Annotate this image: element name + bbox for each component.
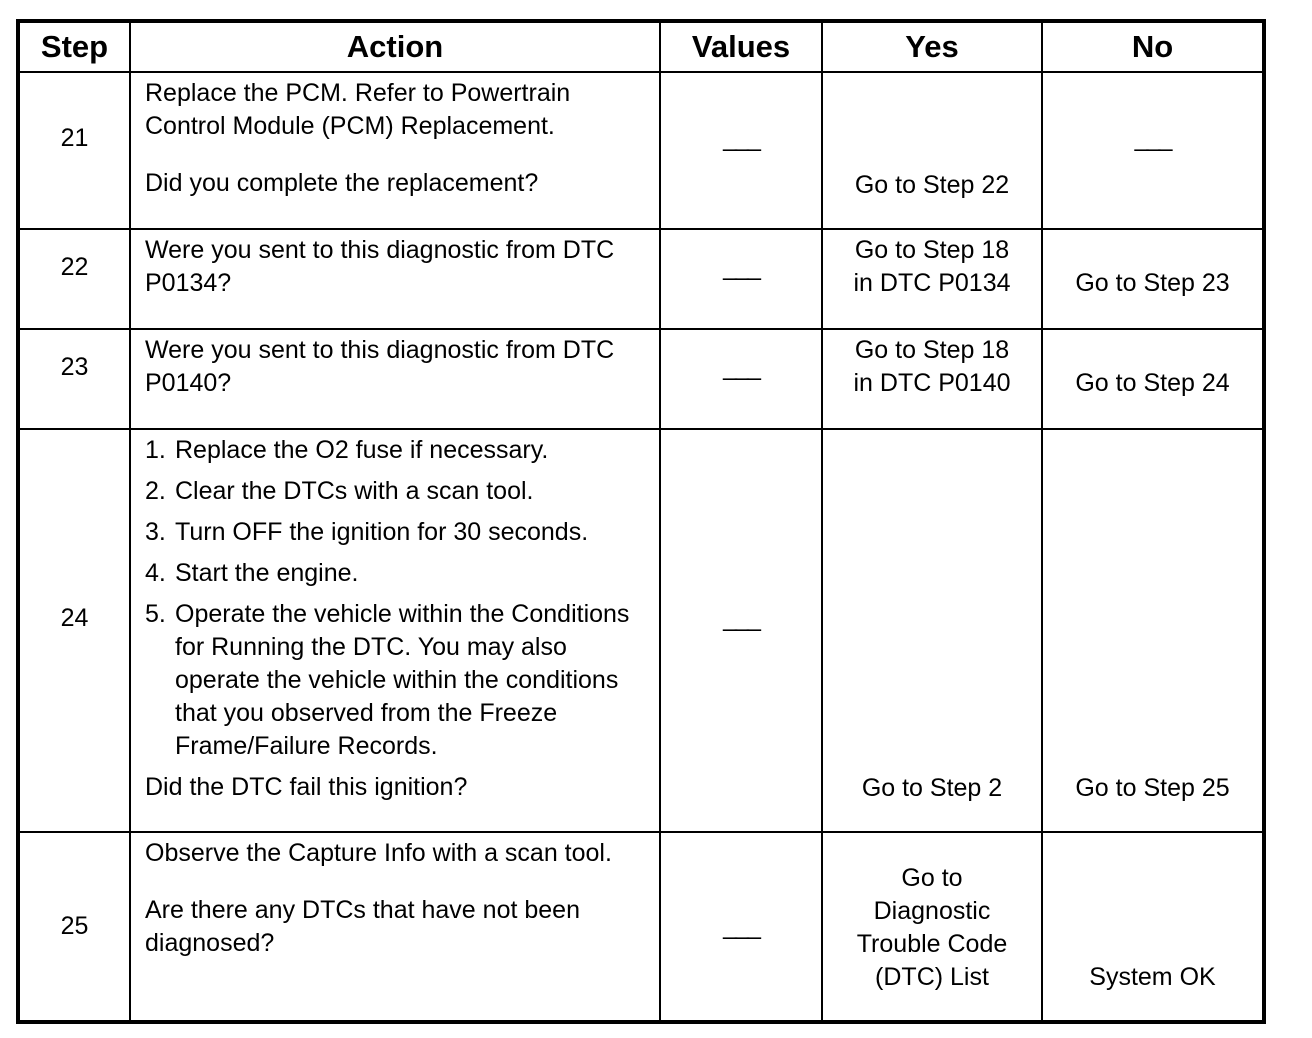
no-cell: [1042, 429, 1264, 832]
yes-cell: [822, 229, 1042, 329]
action-question: Did the DTC fail this ignition?: [145, 773, 468, 801]
yes-line: in DTC P0134: [853, 269, 1011, 297]
no-dash: ___: [1134, 124, 1171, 152]
no-cell: [1042, 72, 1264, 229]
step-number: [18, 832, 130, 1022]
header-yes: Yes: [822, 21, 1042, 72]
action-text: Observe the Capture Info with a scan tool.: [145, 839, 612, 867]
step-25-label: 25: [60, 912, 89, 940]
list-item-number: 2.: [145, 477, 166, 505]
action-cell: [130, 72, 660, 229]
action-steps-list: [145, 434, 647, 763]
step-number: [18, 72, 130, 229]
yes-line: Go to Step 18: [854, 336, 1010, 364]
yes-line: in DTC P0140: [853, 369, 1011, 397]
action-cell: [130, 832, 660, 1022]
values-cell: [660, 329, 822, 429]
table-row: [18, 832, 1264, 1022]
no-cell: [1042, 832, 1264, 1022]
step-22-label: 22: [60, 252, 89, 281]
header-no: No: [1042, 21, 1264, 72]
table-row: [18, 329, 1264, 429]
step-21-label: 21: [60, 124, 89, 152]
values-dash: ___: [723, 124, 759, 152]
yes-line: Go to Step 2: [861, 774, 1003, 802]
no-cell: [1042, 329, 1264, 429]
header-row: [18, 21, 1264, 72]
values-cell: [660, 832, 822, 1022]
yes-cell: [822, 429, 1042, 832]
no-cell: [1042, 229, 1264, 329]
yes-line: Go to Step 22: [854, 171, 1010, 199]
values-dash: ___: [723, 604, 759, 632]
list-item: [145, 434, 647, 467]
action-cell: [130, 329, 660, 429]
list-item-number: 3.: [145, 518, 166, 546]
table-row: [18, 429, 1264, 832]
yes-line: Diagnostic: [873, 897, 991, 925]
values-cell: [660, 229, 822, 329]
action-cell: [130, 229, 660, 329]
action-text: Were you sent to this diagnostic from DTC P0134?: [145, 236, 615, 297]
values-cell: [660, 72, 822, 229]
list-item: [145, 475, 647, 508]
header-action: Action: [130, 21, 660, 72]
list-item-text: Replace the O2 fuse if necessary.: [175, 436, 549, 464]
action-question: Did you complete the replacement?: [145, 169, 539, 197]
yes-cell: [822, 329, 1042, 429]
yes-cell: [822, 832, 1042, 1022]
values-cell: [660, 429, 822, 832]
action-text: Were you sent to this diagnostic from DTC P0140?: [145, 336, 615, 397]
action-question: Are there any DTCs that have not been diagnosed?: [145, 896, 580, 957]
yes-cell: [822, 72, 1042, 229]
step-number: [18, 229, 130, 329]
header-step: Step: [18, 21, 130, 72]
no-line: Go to Step 25: [1075, 774, 1230, 802]
list-item-text: Start the engine.: [175, 559, 359, 587]
action-text: Replace the PCM. Refer to Powertrain Control Module (PCM) Replacement.: [145, 79, 571, 140]
table-row: [18, 72, 1264, 229]
values-dash: ___: [723, 352, 759, 381]
list-item: [145, 598, 647, 763]
yes-line: Go to Step 18: [854, 236, 1010, 264]
yes-line: (DTC) List: [875, 963, 989, 991]
step-number: [18, 329, 130, 429]
no-line: Go to Step 24: [1075, 369, 1230, 397]
yes-line: Trouble Code: [856, 930, 1008, 958]
list-item-number: 1.: [145, 436, 166, 464]
list-item-text: Turn OFF the ignition for 30 seconds.: [175, 518, 589, 546]
values-dash: ___: [723, 252, 759, 281]
action-cell: [130, 429, 660, 832]
step-24-label: 24: [60, 604, 89, 632]
list-item: [145, 557, 647, 590]
list-item-number: 5.: [145, 600, 166, 628]
step-number: [18, 429, 130, 832]
step-23-label: 23: [60, 352, 89, 381]
values-dash: ___: [723, 912, 759, 940]
list-item-text: Operate the vehicle within the Conditions for Running the DTC. You may also operate the vehicle within the conditions that you observed from the Freeze Frame/Failure Records.: [175, 600, 630, 760]
no-line: Go to Step 23: [1075, 269, 1230, 297]
diagnostic-table: [16, 19, 1266, 1024]
no-line: System OK: [1089, 963, 1216, 991]
yes-line: Go to: [901, 864, 963, 892]
list-item-text: Clear the DTCs with a scan tool.: [175, 477, 534, 505]
list-item-number: 4.: [145, 559, 166, 587]
header-values: Values: [660, 21, 822, 72]
table-row: [18, 229, 1264, 329]
list-item: [145, 516, 647, 549]
